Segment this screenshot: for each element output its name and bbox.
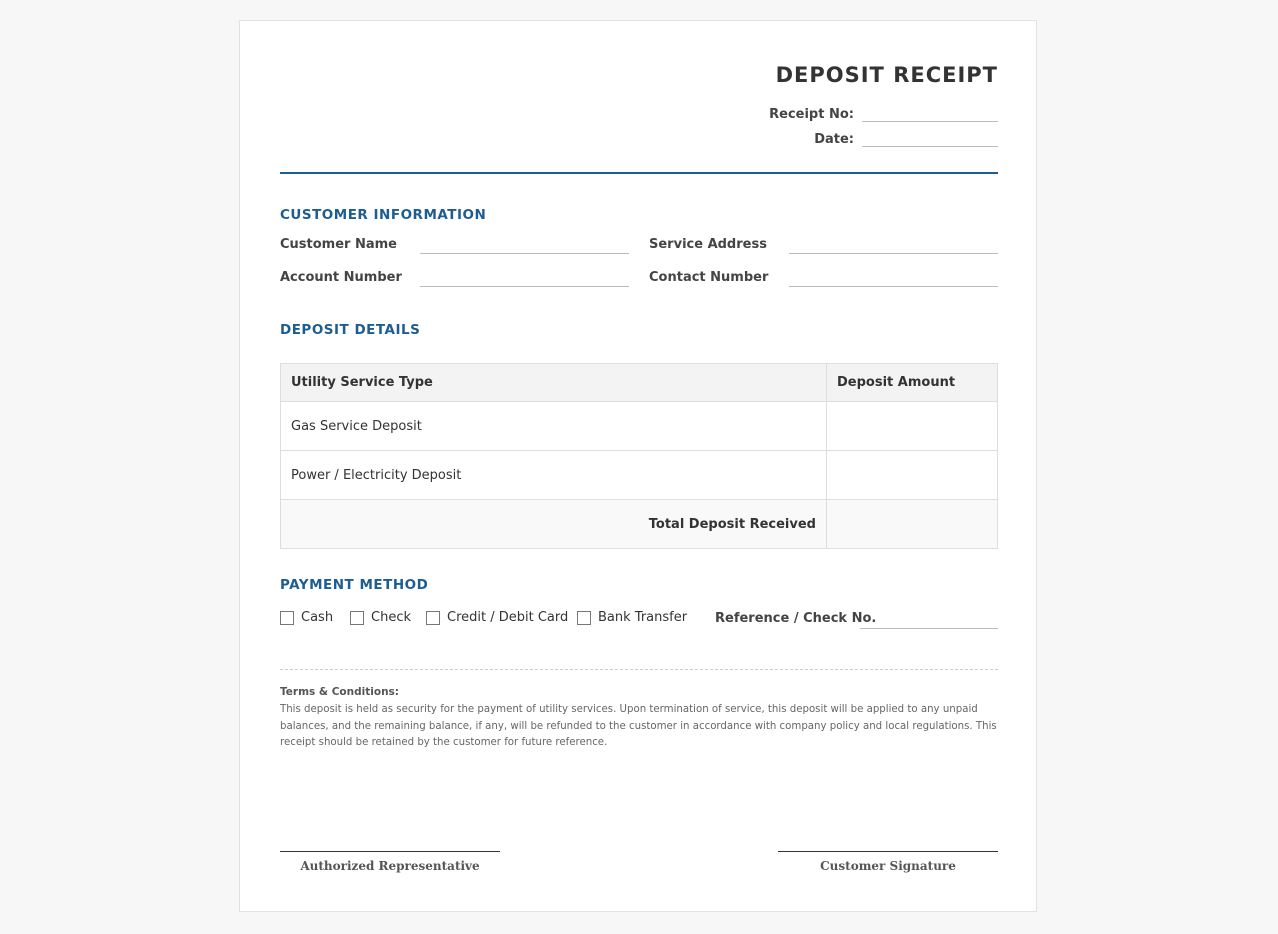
row-amount-power[interactable] [827,451,998,500]
account-number-label: Account Number [280,270,402,285]
customer-signature-line[interactable] [778,851,998,852]
customer-name-field[interactable] [420,253,629,254]
row-type-power: Power / Electricity Deposit [281,451,827,500]
cash-checkbox[interactable] [280,611,294,625]
receipt-no-field[interactable] [862,107,998,122]
column-header-type: Utility Service Type [281,364,827,402]
cash-label: Cash [301,610,334,625]
payment-option-bank-transfer[interactable] [577,610,687,625]
check-label: Check [371,610,411,625]
representative-signature-label: Authorized Representative [300,859,480,873]
reference-label: Reference / Check No. [715,611,877,626]
payment-option-check[interactable] [350,610,411,625]
table-row [281,402,998,451]
card-label: Credit / Debit Card [447,610,569,625]
payment-option-card[interactable] [426,610,568,625]
document-title: DEPOSIT RECEIPT [775,63,998,87]
date-row [814,132,998,147]
card-checkbox[interactable] [426,611,440,625]
reference-field[interactable] [860,628,998,629]
deposit-table [280,363,998,549]
customer-signature-label: Customer Signature [820,859,956,873]
header-divider [280,172,998,174]
account-number-field[interactable] [420,286,629,287]
total-amount[interactable] [827,500,998,549]
terms-title: Terms & Conditions: [280,686,399,698]
check-checkbox[interactable] [350,611,364,625]
row-amount-gas[interactable] [827,402,998,451]
payment-section-title: PAYMENT METHOD [280,577,429,593]
deposit-section-title: DEPOSIT DETAILS [280,322,421,338]
representative-signature-line[interactable] [280,851,500,852]
table-header-row [281,364,998,402]
receipt-page [239,20,1037,912]
receipt-no-label: Receipt No: [769,107,854,122]
column-header-amount: Deposit Amount [827,364,998,402]
customer-name-label: Customer Name [280,237,397,252]
total-label: Total Deposit Received [281,500,827,549]
date-label: Date: [814,132,854,147]
contact-number-field[interactable] [789,286,998,287]
terms-text: This deposit is held as security for the payment of utility services. Upon termination of service, this deposit will be applied to any unpaid balances, and the remaining balance, if any, will be refunded to the customer in accordance with company policy and local regulations. This receipt should be retained by the customer for future reference. [280,704,997,748]
customer-section-title: CUSTOMER INFORMATION [280,207,487,223]
bank-transfer-checkbox[interactable] [577,611,591,625]
table-row [281,451,998,500]
payment-options [280,610,998,630]
service-address-field[interactable] [789,253,998,254]
payment-option-cash[interactable] [280,610,333,625]
date-field[interactable] [862,132,998,147]
bank-transfer-label: Bank Transfer [598,610,688,625]
service-address-label: Service Address [649,237,767,252]
receipt-no-row [769,107,998,122]
terms-divider [280,669,998,670]
row-type-gas: Gas Service Deposit [281,402,827,451]
contact-number-label: Contact Number [649,270,769,285]
total-row [281,500,998,549]
